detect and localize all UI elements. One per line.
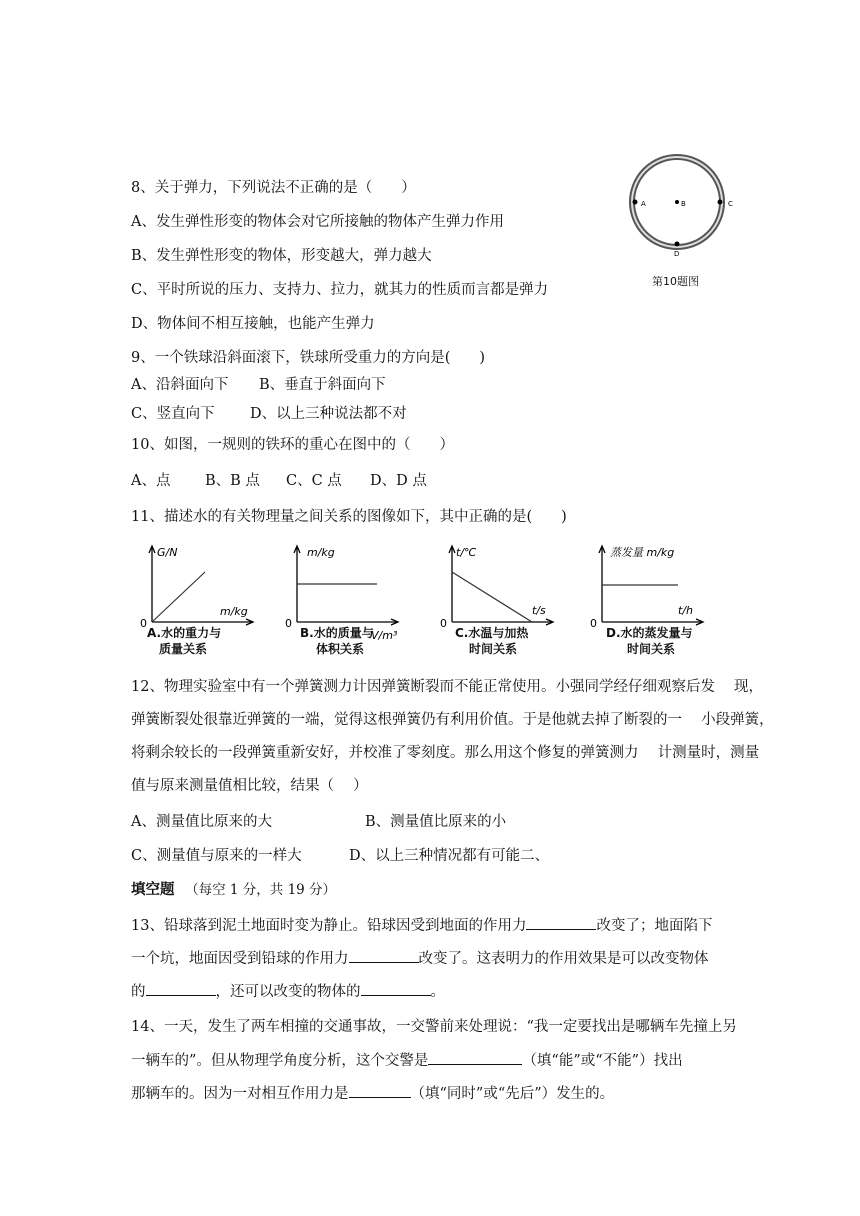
q11-d-y-label: 蒸发量 m/kg (610, 546, 675, 559)
ring-label-b: B (681, 200, 686, 208)
q11-c-caption2: 时间关系 (469, 642, 518, 656)
q13-l1b: 改变了；地面陷下 (596, 918, 713, 934)
q13-line2 (131, 948, 709, 969)
ring-caption: 第10题图 (652, 275, 699, 288)
q13-l1a: 13、铅球落到泥土地面时变为静止。铅球因受到地面的作用力 (131, 918, 527, 934)
q14-line2 (131, 1050, 683, 1071)
q12-option-a: A、测量值比原来的大 (131, 814, 272, 830)
q11-b-caption1: B.水的质量与 (300, 626, 374, 640)
q11-a-caption2: 质量关系 (159, 642, 208, 656)
section-note: （每空 1 分，共 19 分） (185, 882, 337, 898)
q9-option-c: C、竖直向下 (131, 406, 215, 422)
ring-figure (620, 150, 740, 258)
q11-c-caption1: C.水温与加热 (455, 626, 529, 640)
q14-l3a: 那辆车的。因为一对相互作用力是 (131, 1086, 349, 1102)
q12-option-b: B、测量值比原来的小 (365, 814, 507, 830)
q14-line3 (131, 1083, 614, 1104)
q12-line2: 弹簧断裂处很靠近弹簧的一端，觉得这根弹簧仍有利用价值。于是他就去掉了断裂的一 小段弹簧， (131, 712, 774, 728)
q12-option-d: D、以上三种情况都有可能二、 (349, 848, 550, 864)
q14-l3b: （填“同时”或“先后”）发生的。 (410, 1086, 615, 1102)
q11-a-origin: 0 (140, 617, 147, 630)
q9-option-a: A、沿斜面向下 (131, 377, 229, 393)
q13-line3 (131, 981, 445, 1002)
section-title: 填空题 (131, 881, 175, 898)
q11-a-x-label: m/kg (220, 605, 248, 618)
ring-label-a: A (641, 200, 646, 208)
q14-blank-1[interactable] (428, 1050, 522, 1065)
q13-l3c: 。 (430, 984, 445, 1000)
q13-l2b: 改变了。这表明力的作用效果是可以改变物体 (418, 951, 709, 967)
q11-b-y-label: m/kg (307, 546, 335, 559)
q11-b-origin: 0 (285, 617, 292, 630)
q14-line1: 14、一天，发生了两车相撞的交通事故，一交警前来处理说：“我一定要找出是哪辆车先撞上另 (131, 1019, 737, 1035)
q10-option-d: D、D 点 (370, 473, 427, 489)
section-fill-blank-heading (131, 880, 336, 900)
q13-l3a: 的 (131, 984, 146, 1000)
q10-stem: 10、如图，一规则的铁环的重心在图中的（ ） (131, 437, 454, 453)
q14-l2a: 一辆车的”。但从物理学角度分析，这个交警是 (131, 1053, 429, 1069)
q11-d-caption1: D.水的蒸发量与 (606, 626, 693, 640)
q10-option-b: B、B 点 (205, 473, 260, 489)
q13-blank-1[interactable] (526, 915, 596, 930)
q11-a-caption1: A.水的重力与 (147, 626, 222, 640)
ring-label-c: C (728, 200, 733, 208)
q11-d-x-label: t/h (678, 604, 693, 617)
q13-blank-3[interactable] (146, 981, 216, 996)
q13-l3b: ，还可以改变的物体的 (215, 984, 361, 1000)
q13-blank-2[interactable] (349, 948, 419, 963)
q13-blank-4[interactable] (361, 981, 431, 996)
q13-l2a: 一个坑，地面因受到铅球的作用力 (131, 951, 349, 967)
q8-option-b: B、发生弹性形变的物体，形变越大，弹力越大 (131, 248, 432, 264)
q11-c-origin: 0 (440, 617, 447, 630)
ring-label-d: D (674, 250, 680, 258)
q9-stem: 9、一个铁球沿斜面滚下，铁球所受重力的方向是( ) (131, 350, 486, 366)
q14-blank-2[interactable] (349, 1083, 411, 1098)
q11-c-x-label: t/s (532, 604, 546, 617)
q8-stem: 8、关于弹力，下列说法不正确的是（ ） (131, 180, 416, 196)
q12-option-c: C、测量值与原来的一样大 (131, 848, 302, 864)
q8-option-d: D、物体间不相互接触，也能产生弹力 (131, 316, 375, 332)
q12-line3: 将剩余较长的一段弹簧重新安好，并校准了零刻度。那么用这个修复的弹簧测力 计测量时，测量 (131, 745, 760, 761)
q12-line4: 值与原来测量值相比较，结果（ ） (131, 778, 368, 794)
q11-b-x-label: V/m³ (371, 629, 398, 642)
q10-option-a: A、点 (131, 473, 171, 489)
q11-d-origin: 0 (590, 617, 597, 630)
q11-a-y-label: G/N (157, 546, 178, 559)
q9-option-d: D、以上三种说法都不对 (250, 406, 407, 422)
q8-option-a: A、发生弹性形变的物体会对它所接触的物体产生弹力作用 (131, 214, 504, 230)
q11-d-caption2: 时间关系 (627, 642, 676, 656)
q13-line1 (131, 915, 712, 936)
q8-option-c: C、平时所说的压力、支持力、拉力，就其力的性质而言都是弹力 (131, 282, 549, 298)
q11-stem: 11、描述水的有关物理量之间关系的图像如下，其中正确的是( ) (131, 509, 567, 525)
q10-option-c: C、C 点 (286, 473, 342, 489)
q12-line1: 12、物理实验室中有一个弹簧测力计因弹簧断裂而不能正常使用。小强同学经仔细观察后发 现， (131, 679, 764, 695)
q11-b-caption2: 体积关系 (316, 642, 365, 656)
q9-option-b: B、垂直于斜面向下 (259, 377, 386, 393)
q14-l2b: （填“能”或“不能”）找出 (522, 1053, 683, 1069)
q11-c-y-label: t/℃ (456, 546, 477, 559)
